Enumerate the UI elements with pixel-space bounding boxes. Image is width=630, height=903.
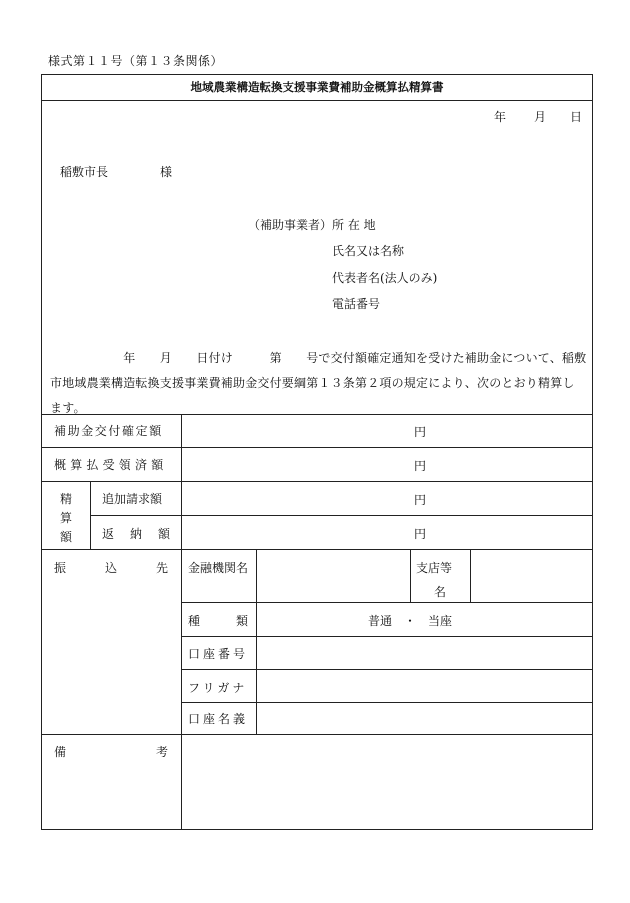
additional-claim-yen: 円: [414, 493, 427, 507]
address-label: 所 在 地: [332, 218, 376, 232]
confirmed-amount-label: 補助金交付確定額: [54, 424, 163, 438]
date-month: 月: [534, 110, 547, 124]
account-type-value: 普通 ・ 当座: [368, 614, 453, 628]
received-amount-yen: 円: [414, 459, 427, 473]
statement-line-1: 年 月 日付け 第 号で交付額確定通知を受けた補助金について、稲敷: [50, 351, 587, 365]
settlement-statement: [50, 346, 588, 421]
date-day: 日: [570, 110, 583, 124]
branch-label-line-2: 名: [434, 585, 447, 599]
settlement-form: [41, 74, 593, 830]
furigana-label: フリガナ: [188, 681, 248, 695]
statement-line-2: 市地域農業構造転換支援事業費補助金交付要綱第１３条第２項の規定により、次のとおり精算し: [50, 376, 575, 390]
settlement-label-1: 精: [60, 492, 73, 506]
form-title: 地域農業構造転換支援事業費補助金概算払精算書: [42, 75, 592, 101]
recipient-name: 稲敷市長: [60, 165, 109, 179]
additional-claim-label: 追加請求額: [102, 492, 163, 506]
refund-amount-label: 返 納 額: [102, 527, 170, 541]
branch-label-line-1: 支店等: [416, 561, 453, 575]
name-label: 氏名又は名称: [332, 244, 405, 258]
settlement-label-2: 算: [60, 511, 73, 525]
phone-label: 電話番号: [332, 297, 381, 311]
representative-label: 代表者名(法人のみ): [332, 271, 438, 285]
account-number-label: 口座番号: [188, 647, 249, 661]
form-code: 様式第１１号（第１３条関係）: [48, 54, 224, 68]
account-type-label: 種 類: [188, 614, 248, 628]
confirmed-amount-yen: 円: [414, 425, 427, 439]
recipient-honorific: 様: [160, 165, 173, 179]
date-year: 年: [494, 110, 507, 124]
remarks-label: 備 考: [54, 745, 168, 759]
statement-line-3: ます。: [50, 401, 86, 415]
account-holder-label: 口座名義: [188, 712, 249, 726]
received-amount-label: 概算払受領済額: [54, 458, 168, 472]
settlement-label-3: 額: [60, 530, 73, 544]
bank-name-label: 金融機関名: [188, 561, 249, 575]
refund-amount-yen: 円: [414, 527, 427, 541]
transfer-label: 振 込 先: [54, 561, 168, 575]
applicant-role: （補助事業者）: [248, 218, 333, 232]
